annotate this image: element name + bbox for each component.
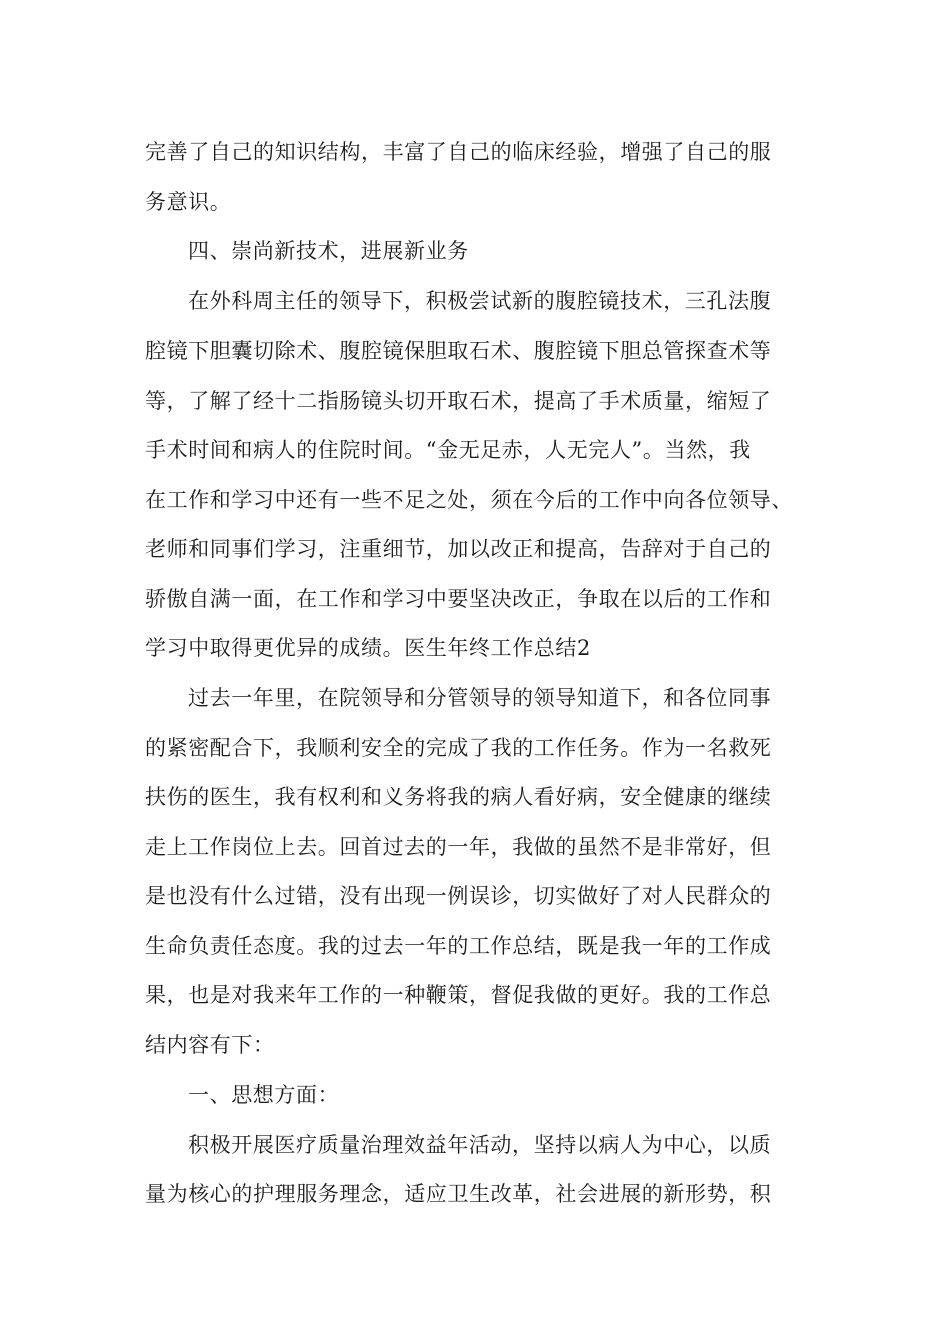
text-line: 务意识。 — [145, 190, 232, 214]
text-line: 扶伤的医生，我有权利和义务将我的病人看好病，安全健康的继续 — [145, 785, 772, 809]
text-line: 老师和同事们学习，注重细节，加以改正和提高，告辞对于自己的 — [145, 537, 772, 561]
text-line: 的紧密配合下，我顺利安全的完成了我的工作任务。作为一名救死 — [145, 736, 772, 760]
text-line: 在外科周主任的领导下，积极尝试新的腹腔镜技术，三孔法腹 — [188, 289, 772, 313]
text-line: 骄傲自满一面，在工作和学习中要坚决改正，争取在以后的工作和 — [145, 587, 772, 611]
text-line: 在工作和学习中还有一些不足之处，须在今后的工作中向各位领导、 — [145, 488, 793, 512]
text-line: 过去一年里，在院领导和分管领导的领导知道下，和各位同事 — [188, 686, 772, 710]
text-line: 走上工作岗位上去。回首过去的一年，我做的虽然不是非常好，但 — [145, 835, 772, 859]
text-line: 手术时间和病人的住院时间。“金无足赤，人无完人”。当然，我 — [145, 438, 751, 462]
text-line: 结内容有下： — [145, 1033, 275, 1057]
text-line: 腔镜下胆囊切除术、腹腔镜保胆取石术、腹腔镜下胆总管探查术等 — [145, 339, 772, 363]
text-line: 积极开展医疗质量治理效益年活动，坚持以病人为中心，以质 — [188, 1133, 772, 1157]
section-heading: 四、崇尚新技术，进展新业务 — [188, 239, 469, 263]
text-line: 等，了解了经十二指肠镜头切开取石术，提高了手术质量，缩短了 — [145, 389, 772, 413]
text-line: 生命负责任态度。我的过去一年的工作总结，既是我一年的工作成 — [145, 934, 772, 958]
text-line: 完善了自己的知识结构，丰富了自己的临床经验，增强了自己的服 — [145, 140, 772, 164]
text-line: 果，也是对我来年工作的一种鞭策，督促我做的更好。我的工作总 — [145, 983, 772, 1007]
text-line: 是也没有什么过错，没有出现一例误诊，切实做好了对人民群众的 — [145, 884, 772, 908]
section-heading: 一、思想方面： — [188, 1083, 340, 1107]
text-line: 量为核心的护理服务理念，适应卫生改革，社会进展的新形势，积 — [145, 1182, 772, 1206]
text-line: 学习中取得更优异的成绩。医生年终工作总结2 — [145, 636, 591, 660]
